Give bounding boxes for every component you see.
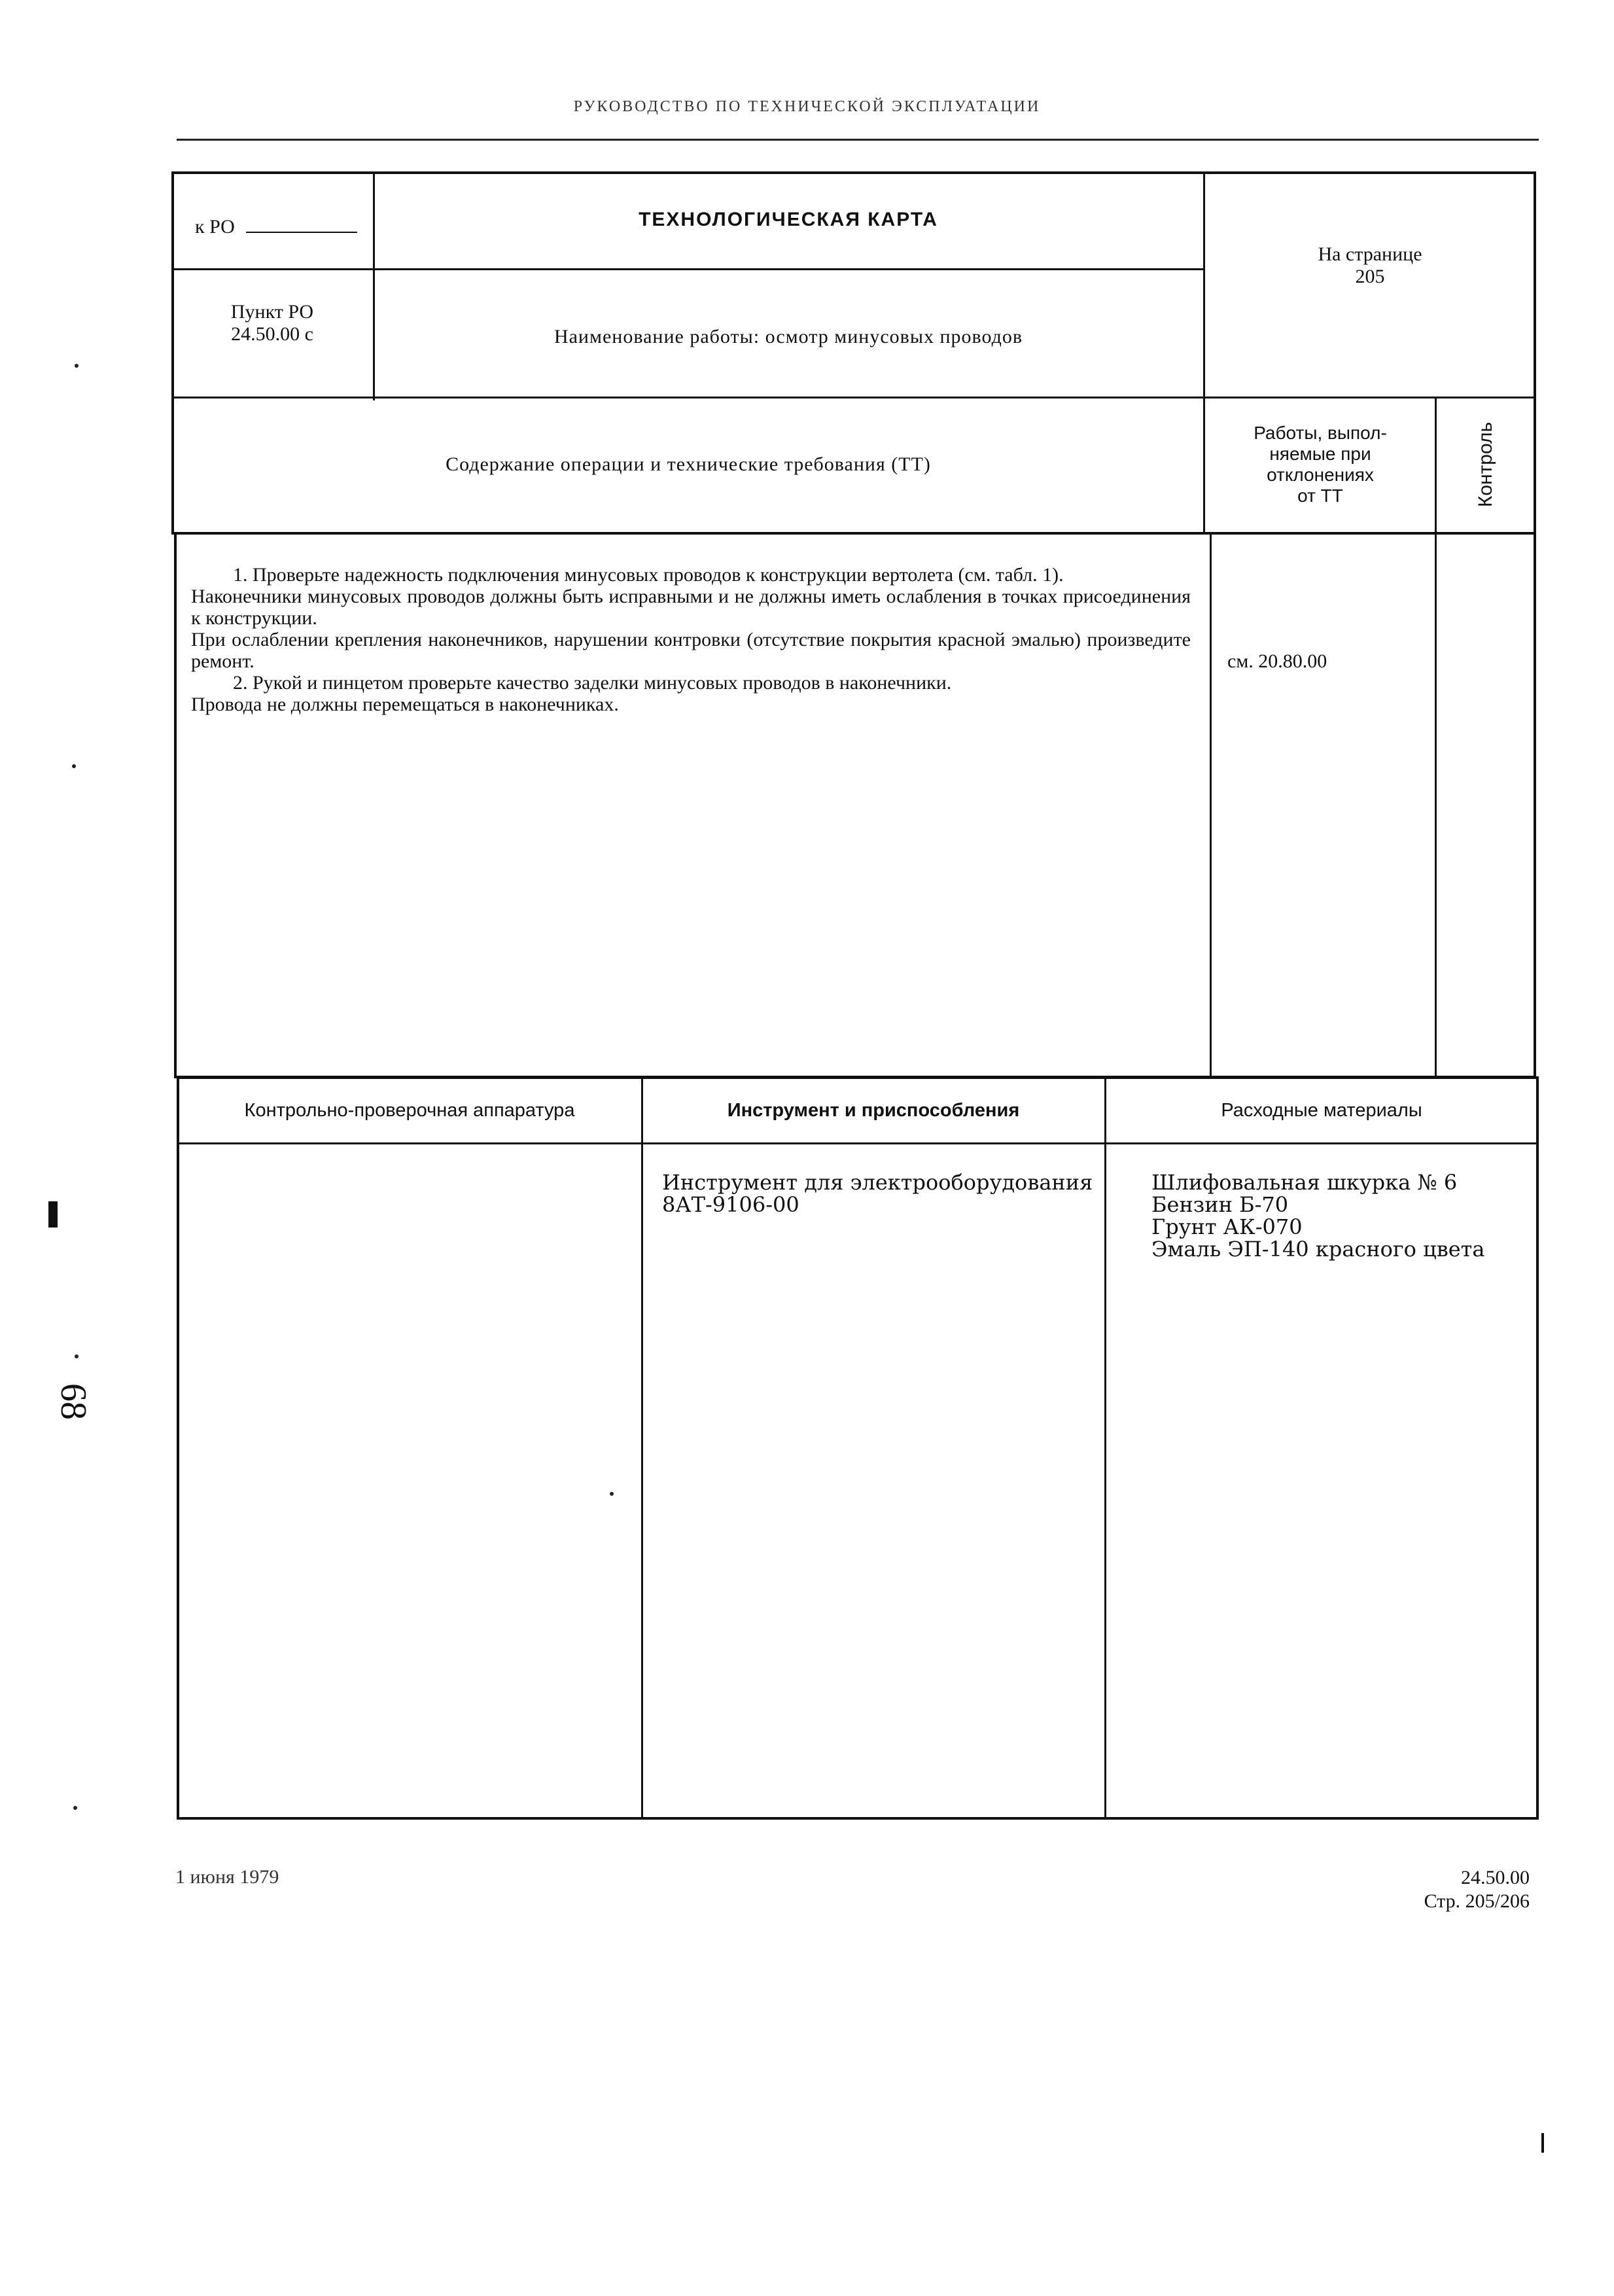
material-item: Бензин Б-70: [1151, 1192, 1289, 1217]
deviation-column-header: [1206, 399, 1435, 530]
divider: [177, 1142, 1539, 1144]
col2-header: [644, 1079, 1103, 1142]
deviation-header-line-2: няемые при: [1269, 444, 1371, 464]
col1-header-text: Контрольно-проверочная аппаратура: [244, 1099, 575, 1121]
col1-header: [179, 1079, 640, 1142]
material-item: Шлифовальная шкурка № 6: [1151, 1170, 1458, 1195]
content-header-text: Содержание операции и технические требования (ТТ): [446, 453, 931, 475]
margin-handwritten-mark: 68: [53, 1383, 94, 1420]
operation-item: При ослаблении крепления наконечников, нарушении контровки (отсутствие покрытия красной эмалью) произведите ремонт.: [191, 629, 1191, 672]
footer-ref: [1308, 1866, 1530, 1913]
control-header-text: Контроль: [1475, 421, 1496, 508]
col3-header-text: Расходные материалы: [1221, 1099, 1422, 1121]
ref-blank-line: [246, 232, 357, 233]
divider: [171, 397, 1536, 398]
scan-speck: [72, 764, 76, 768]
divider: [1210, 532, 1212, 1078]
work-name: Наименование работы: осмотр минусовых проводов: [553, 326, 1023, 347]
edge-mark: [1541, 2133, 1544, 2153]
running-header: РУКОВОДСТВО ПО ТЕХНИЧЕСКОЙ ЭКСПЛУАТАЦИИ: [573, 98, 1041, 115]
footer-section: 24.50.00: [1461, 1867, 1530, 1888]
page-label: На странице: [1318, 243, 1422, 265]
page-number: 205: [1355, 266, 1385, 287]
footer-page: Стр. 205/206: [1424, 1890, 1530, 1912]
deviation-header-line-1: Работы, выпол-: [1254, 423, 1387, 443]
operations-text: [191, 564, 1191, 715]
divider: [171, 268, 1205, 270]
control-column-header: [1437, 399, 1534, 530]
material-item: Эмаль ЭП-140 красного цвета: [1151, 1237, 1485, 1262]
scan-speck: [73, 1806, 77, 1810]
operation-item: Наконечники минусовых проводов должны быть исправными и не должны иметь ослабления в точках присоединения к конструкции.: [191, 586, 1191, 629]
divider: [641, 1076, 643, 1820]
ref-cell: [195, 216, 357, 238]
binding-mark: [48, 1201, 58, 1227]
ref-label: к РО: [195, 216, 235, 238]
scan-speck: [75, 364, 79, 368]
header-rule: [177, 139, 1539, 141]
title-cell: [376, 174, 1201, 266]
divider: [1203, 171, 1205, 535]
scan-speck: [610, 1492, 614, 1496]
tools-list: [662, 1171, 1094, 1216]
item-label: Пункт РО: [230, 301, 314, 323]
divider: [373, 171, 375, 400]
deviation-reference: см. 20.80.00: [1227, 650, 1327, 672]
operation-item: 2. Рукой и пинцетом проверьте качество заделки минусовых проводов в наконечники.: [233, 672, 952, 694]
card-title: ТЕХНОЛОГИЧЕСКАЯ КАРТА: [639, 209, 938, 230]
content-column-header: [174, 399, 1202, 530]
divider: [1104, 1076, 1106, 1820]
tool-item: 8АТ-9106-00: [662, 1192, 799, 1217]
tool-item: Инструмент для электрооборудования: [662, 1170, 1093, 1195]
deviation-header-line-3: отклонениях: [1267, 465, 1374, 485]
item-code: 24.50.00 с: [231, 323, 313, 345]
page-cell: [1206, 243, 1534, 288]
operation-item: 1. Проверьте надежность подключения минусовых проводов к конструкции вертолета (см. табл. 1).: [233, 564, 1064, 586]
deviation-header-line-4: от ТТ: [1297, 486, 1343, 506]
operation-item: Провода не должны перемещаться в наконечниках.: [191, 694, 619, 715]
material-item: Грунт АК-070: [1151, 1214, 1303, 1239]
work-name-cell: [376, 308, 1201, 366]
item-cell: [174, 301, 370, 345]
col3-header: [1107, 1079, 1536, 1142]
footer-date: 1 июня 1979: [175, 1866, 279, 1888]
materials-list: [1151, 1171, 1531, 1260]
scan-speck: [75, 1354, 79, 1358]
col2-header-text: Инструмент и приспособления: [727, 1099, 1020, 1121]
